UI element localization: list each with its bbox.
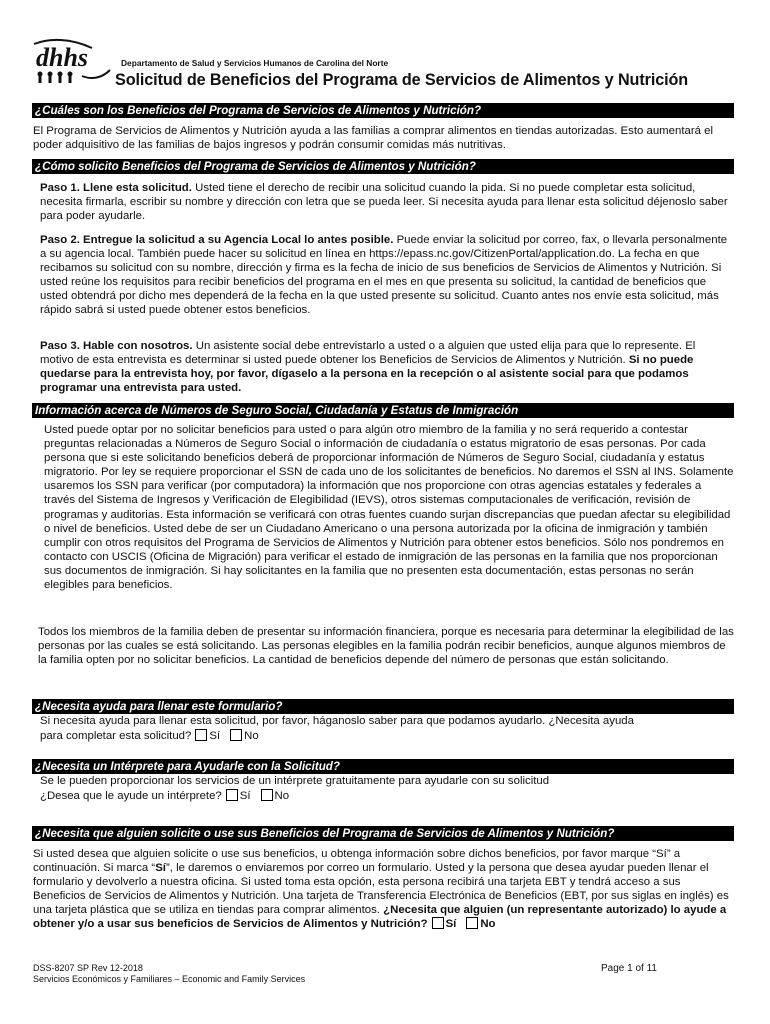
step-2-text: Puede enviar la solicitud por correo, fax, o llevarla personalmente a su agencia local. También puede hacer su solicitud en línea en https://epass.nc.gov/CitizenPortal/application.do. La fecha en que recibamos su solicitud con su nombre, dirección y firma es la fecha de inicio de sus beneficios de Servicios de Alimentos y Nutrición. Si usted reúne los requisitos para recibir beneficios del programa en el mes en que presenta su solicitud, la cantidad de beneficios que usted obtendrá por dicho mes dependerá de la fecha en la que usted presente su solicitud. Cuanto antes nos envíe esta solicitud, más rápido sabrá si usted puede obtener estos beneficios. [40, 234, 728, 317]
ssn-information: Usted puede optar por no solicitar beneficios para usted o para algún otro miembro de la familia y no será requerido a contestar preguntas relacionadas a Números de Seguro Social o información de ciudadanía o estatus migratorio de esas personas. Por cada persona que si este solicitando beneficios deberá de proporcionar información de Números de Seguro Social, ciudadanía y estatus migratorio. Por ley se requiere proporcionar el SSN de cada uno de los solicitantes de beneficios. No daremos el SSN al INS. Solamente usaremos los SSN para verificar (por computadora) la información que nos proporcione con otras agencias estatales y federales a través del Sistema de Ingresos y Verificación de Elegibilidad (IEVS), otros sistemas computacionales de verificación, revisión de programas y auditorias. Esta información se verificará con otras fuentes cuando surjan discrepancias que puedan afectar su elegibilidad o nivel de beneficios. Usted debe de ser un Ciudadano Americano o una persona autorizada por la oficina de inmigración y también cumplir con otros requisitos del Programa de Servicios de Alimentos y Nutrición para obtener estos beneficios. Sólo nos pondremos en contacto con USCIS (Oficina de Migración) para verificar el estado de inmigración de las personas en la familia que nos proporcionan sus documentos de inmigración. Si hay solicitantes en la familia que no presenten esta documentación, estas personas no serán elegibles para beneficios. [44, 424, 734, 592]
section-heading-authorized-representative: ¿Necesita que alguien solicite o use sus Beneficios del Programa de Servicios de Alimentos y Nutrición? [32, 826, 734, 841]
representative-no-label: No [480, 918, 496, 931]
benefits-description: El Programa de Servicios de Alimentos y Nutrición ayuda a las familias a comprar alimentos en tiendas autorizadas. Esto aumentará el poder adquisitivo de las familias de bajos ingresos y podrán consumir comidas más nutritivas. [33, 125, 713, 152]
representative-question: ¿Necesita que alguien (un representante autorizado) lo ayude a obtener y/o a usar sus beneficios de Servicios de Alimentos y Nutrición? [33, 904, 727, 931]
svg-text:dhhs: dhhs [36, 43, 89, 72]
form-help-no-checkbox[interactable] [230, 729, 242, 741]
representative-text-si: Sí [155, 862, 166, 875]
step-3 [40, 339, 732, 395]
representative-yes-label: Sí [445, 918, 457, 931]
section-heading-how-to-apply: ¿Cómo solicito Beneficios del Programa de Servicios de Alimentos y Nutrición? [32, 159, 734, 174]
step-2 [40, 233, 732, 318]
section-heading-ssn-citizenship: Información acerca de Números de Seguro Social, Ciudadanía y Estatus de Inmigración [32, 403, 734, 418]
page-number: Page 1 of 11 [601, 963, 657, 974]
interpreter-question-text: ¿Desea que le ayude un intérprete? [40, 790, 222, 802]
footer-department: Servicios Económicos y Familiares – Economic and Family Services [33, 974, 306, 984]
dhhs-logo-icon [30, 36, 112, 84]
step-2-label: Paso 2. Entregue la solicitud a su Agencia Local lo antes posible. [40, 234, 394, 246]
interpreter-info: Se le pueden proporcionar los servicios de un intérprete gratuitamente para ayudarle con su solicitud [40, 775, 550, 787]
section-heading-benefits: ¿Cuáles son los Beneficios del Programa de Servicios de Alimentos y Nutrición? [32, 103, 734, 118]
step-3-label: Paso 3. Hable con nosotros. [40, 340, 193, 352]
step-1-label: Paso 1. Llene esta solicitud. [40, 182, 192, 194]
form-help-question-text: para completar esta solicitud? [40, 730, 192, 742]
form-help-question-line-2 [40, 729, 259, 743]
agency-name: Departamento de Salud y Servicios Humanos de Carolina del Norte [121, 58, 389, 68]
section-heading-interpreter: ¿Necesita un Intérprete para Ayudarle con la Solicitud? [32, 759, 734, 774]
form-help-yes-label: Sí [209, 730, 221, 742]
authorized-representative-text [33, 847, 733, 932]
form-help-yes-checkbox[interactable] [195, 729, 207, 741]
interpreter-yes-label: Sí [239, 790, 251, 802]
form-help-no-label: No [244, 730, 259, 742]
form-help-question-line-1: Si necesita ayuda para llenar esta solicitud, por favor, háganoslo saber para que podamos ayudarlo. ¿Necesita ayuda [40, 715, 634, 727]
form-number: DSS-8207 SP Rev 12-2018 [33, 963, 143, 973]
interpreter-question [40, 789, 289, 803]
step-1-text: Usted tiene el derecho de recibir una solicitud cuando la pida. Si no puede completar esta solicitud, necesita firmarla, escribir su nombre y dirección con letra que se pueda leer. Si necesita ayuda para llenar esta solicitud déjenoslo saber para poder ayudarle. [40, 182, 728, 223]
footer-left [33, 963, 305, 985]
step-3-bold-text: Si no puede quedarse para la entrevista hoy, por favor, dígaselo a la persona en la recepción o al asistente social para que podamos programar una entrevista para usted. [40, 354, 694, 395]
representative-text-a: Si usted desea que alguien solicite o use sus beneficios, u obtenga información sobre dichos beneficios, por favor marque “Sí” a continuación. Si marca “ [33, 848, 681, 875]
representative-text-b: ”, le daremos o enviaremos por correo un formulario. Usted y la persona que desea ayudar pueden llenar el formulario y devolverlo a nuestra oficina. Si usted toma esta opción, esta persona recibirá una tarjeta EBT y tendrá acceso a sus Beneficios de Servicios de Alimentos y Nutrición. Una tarjeta de Transferencia Electrónica de Beneficios (EBT, por sus siglas en inglés) es una tarjeta plástica que se utiliza en tiendas para comprar alimentos. [33, 862, 729, 917]
step-1 [40, 181, 732, 223]
representative-yes-checkbox[interactable] [432, 917, 444, 929]
financial-information: Todos los miembros de la familia deben de presentar su información financiera, porque es necesaria para determinar la elegibilidad de las personas por las cuales se está solicitando. Las personas elegibles en la familia podrán recibir beneficios, aunque algunos miembros de la familia opten por no solicitar beneficios. La cantidad de beneficios depende del número de personas que están solicitando. [38, 626, 734, 667]
page-title: Solicitud de Beneficios del Programa de Servicios de Alimentos y Nutrición [115, 71, 689, 89]
interpreter-yes-checkbox[interactable] [226, 789, 238, 801]
interpreter-no-checkbox[interactable] [261, 789, 273, 801]
section-heading-form-help: ¿Necesita ayuda para llenar este formulario? [32, 699, 734, 714]
representative-no-checkbox[interactable] [466, 917, 478, 929]
step-3-text: Un asistente social debe entrevistarlo a usted o a alguien que usted elija para que lo represente. El motivo de esta entrevista es determinar si usted puede obtener los Beneficios de Servicios de Alimentos y Nutrición. [40, 340, 696, 367]
interpreter-no-label: No [274, 790, 290, 802]
